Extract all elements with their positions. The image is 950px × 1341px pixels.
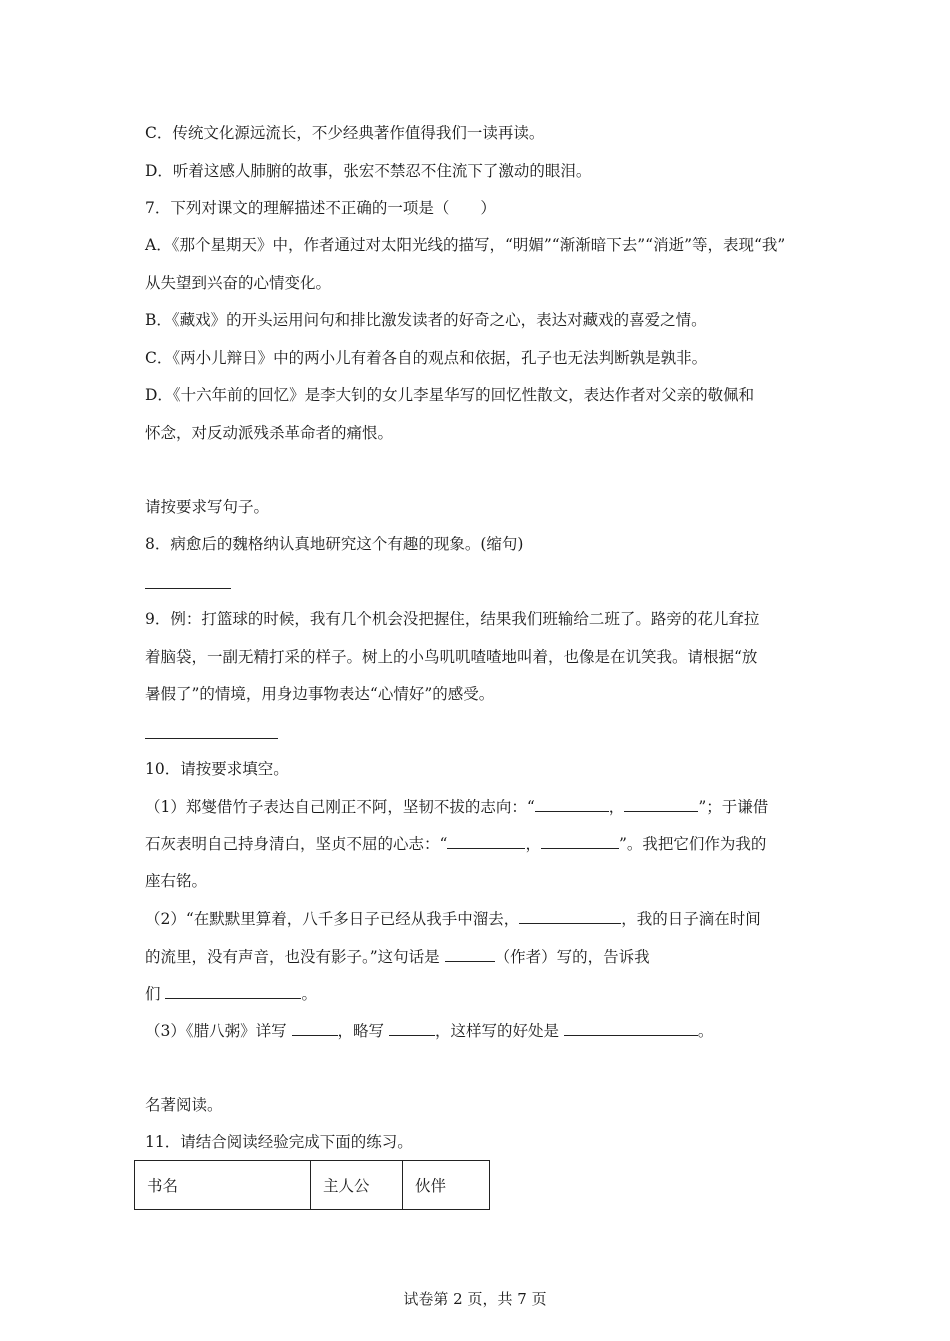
q7-option-b: B．《藏戏》的开头运用问句和排比激发读者的好奇之心，表达对藏戏的喜爱之情。 [145, 311, 707, 329]
section-heading-sentences: 请按要求写句子。 [145, 498, 270, 516]
q10-part2-line3 [145, 982, 317, 1005]
q10-p2-blank-1[interactable] [519, 907, 621, 924]
q10-p3-text-a: （3）《腊八粥》详写 [145, 1022, 292, 1040]
header-book-name: 书名 [135, 1161, 311, 1210]
q10-p1-text-d: ”。我把它们作为我的 [618, 835, 767, 853]
q10-p2-blank-2[interactable] [165, 982, 301, 999]
q6-option-c: C．传统文化源远流长，不少经典著作值得我们一读再读。 [145, 124, 545, 142]
q7-option-a-line2: 从失望到兴奋的心情变化。 [145, 274, 332, 292]
q10-p1-text-a: （1）郑燮借竹子表达自己刚正不阿，坚韧不拔的志向：“ [145, 798, 535, 816]
q10-part3-line1 [145, 1019, 713, 1042]
q10-p3-text-d: 。 [697, 1022, 714, 1040]
q10-p2-blank-author[interactable] [445, 945, 495, 962]
q10-part2-line1 [145, 907, 761, 930]
q9-answer-line[interactable] [145, 738, 278, 739]
q7-option-d-line1: D．《十六年前的回忆》是李大钊的女儿李星华写的回忆性散文，表达作者对父亲的敬佩和 [145, 386, 755, 404]
q10-p1-text-c: 石灰表明自己持身清白，坚贞不屈的心志：“ [145, 835, 448, 853]
q10-p3-text-b: ，略写 [337, 1022, 389, 1040]
q10-p2-text-b: ，我的日子滴在时间 [621, 910, 761, 928]
q10-p2-text-d: （作者）写的，告诉我 [494, 948, 650, 966]
q10-stem: 10．请按要求填空。 [145, 760, 289, 778]
q7-option-a-line1: A．《那个星期天》中，作者通过对太阳光线的描写，“明媚”“渐渐暗下去”“消逝”等，表现“我” [145, 236, 786, 254]
q10-p3-blank-1[interactable] [292, 1019, 338, 1036]
q10-p1-text-b: ”；于谦借 [698, 798, 769, 816]
q10-p3-text-c: ，这样写的好处是 [434, 1022, 564, 1040]
q10-p2-text-c: 的流里，没有声音，也没有影子。”这句话是 [145, 948, 445, 966]
q10-p1-sep-2: ， [525, 835, 541, 853]
section-heading-reading: 名著阅读。 [145, 1096, 223, 1114]
q10-p1-blank-1[interactable] [535, 795, 609, 812]
q10-p1-blank-2[interactable] [624, 795, 698, 812]
q10-p1-blank-4[interactable] [541, 832, 619, 849]
q10-part1-line3: 座右铭。 [145, 872, 208, 890]
header-protagonist: 主人公 [311, 1161, 403, 1210]
q9-line1: 9．例：打篮球的时候，我有几个机会没把握住，结果我们班输给二班了。路旁的花儿耷拉 [145, 610, 760, 628]
q7-option-d-line2: 怀念，对反动派残杀革命者的痛恨。 [145, 424, 394, 442]
q10-p1-sep: ， [608, 798, 625, 816]
q10-p2-text-f: 。 [301, 985, 317, 1003]
q8-stem: 8．病愈后的魏格纳认真地研究这个有趣的现象。(缩句) [145, 535, 524, 553]
q11-stem: 11．请结合阅读经验完成下面的练习。 [145, 1133, 413, 1151]
q7-option-c: C．《两小儿辩日》中的两小儿有着各自的观点和依据，孔子也无法判断孰是孰非。 [145, 349, 708, 367]
page-footer: 试卷第 2 页，共 7 页 [403, 1290, 547, 1308]
q10-p3-blank-3[interactable] [564, 1019, 698, 1036]
q10-p3-blank-2[interactable] [389, 1019, 435, 1036]
q10-p2-text-e: 们 [145, 985, 166, 1003]
q8-answer-line[interactable] [145, 588, 231, 589]
table-row [135, 1161, 490, 1210]
q10-part1-line1 [145, 795, 768, 818]
header-companion: 伙伴 [403, 1161, 490, 1210]
q7-stem: 7．下列对课文的理解描述不正确的一项是（ ） [145, 199, 496, 217]
q10-p1-blank-3[interactable] [447, 832, 525, 849]
q10-part1-line2 [145, 832, 766, 855]
q10-p2-text-a: （2）“在默默里算着，八千多日子已经从我手中溜去， [145, 910, 520, 928]
book-table [134, 1160, 490, 1210]
q6-option-d: D．听着这感人肺腑的故事，张宏不禁忍不住流下了激动的眼泪。 [145, 162, 592, 180]
q9-line2: 着脑袋，一副无精打采的样子。树上的小鸟叽叽喳喳地叫着，也像是在讥笑我。请根据“放 [145, 648, 758, 666]
q9-line3: 暑假了”的情境，用身边事物表达“心情好”的感受。 [145, 685, 495, 703]
q10-part2-line2 [145, 945, 650, 968]
